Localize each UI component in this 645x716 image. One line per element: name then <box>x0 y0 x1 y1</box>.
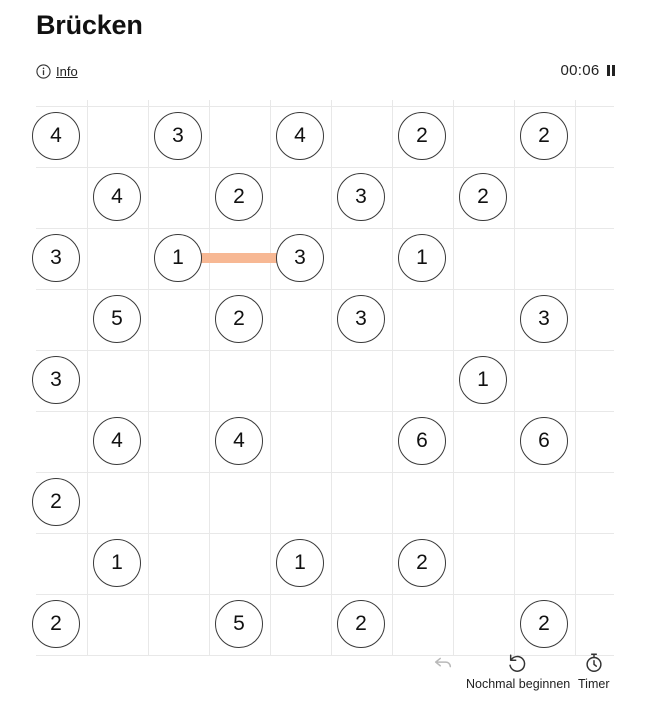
island-node[interactable]: 3 <box>32 234 80 282</box>
grid-line-vertical <box>87 100 88 656</box>
grid-line-vertical <box>575 100 576 656</box>
timer-value: 00:06 <box>560 62 600 79</box>
undo-arrow-icon <box>432 652 454 674</box>
island-node[interactable]: 5 <box>93 295 141 343</box>
grid-line-horizontal <box>36 289 614 290</box>
island-node[interactable]: 2 <box>215 295 263 343</box>
page-title: Brücken <box>36 10 143 40</box>
info-circle-icon <box>36 64 51 79</box>
grid-line-horizontal <box>36 472 614 473</box>
island-node[interactable]: 3 <box>337 173 385 221</box>
island-node[interactable]: 3 <box>32 356 80 404</box>
island-node[interactable]: 4 <box>93 173 141 221</box>
grid-line-horizontal <box>36 106 614 107</box>
island-node[interactable]: 2 <box>520 112 568 160</box>
grid-line-horizontal <box>36 228 614 229</box>
grid-line-horizontal <box>36 533 614 534</box>
restart-arrow-icon <box>507 652 529 674</box>
grid-line-horizontal <box>36 350 614 351</box>
island-node[interactable]: 4 <box>93 417 141 465</box>
pause-icon[interactable] <box>607 65 616 76</box>
island-node[interactable]: 2 <box>32 600 80 648</box>
island-node[interactable]: 2 <box>459 173 507 221</box>
island-node[interactable]: 2 <box>32 478 80 526</box>
island-node[interactable]: 4 <box>276 112 324 160</box>
grid-line-horizontal <box>36 167 614 168</box>
island-node[interactable]: 1 <box>93 539 141 587</box>
island-node[interactable]: 6 <box>398 417 446 465</box>
info-link[interactable]: Info <box>56 64 78 79</box>
island-node[interactable]: 4 <box>32 112 80 160</box>
grid-line-vertical <box>209 100 210 656</box>
bridge[interactable] <box>198 253 280 263</box>
grid-line-vertical <box>514 100 515 656</box>
island-node[interactable]: 2 <box>520 600 568 648</box>
island-node[interactable]: 3 <box>520 295 568 343</box>
timer-label: Timer <box>578 677 610 691</box>
stopwatch-icon <box>583 652 605 674</box>
island-node[interactable]: 6 <box>520 417 568 465</box>
grid-line-horizontal <box>36 594 614 595</box>
island-node[interactable]: 1 <box>398 234 446 282</box>
grid-line-vertical <box>392 100 393 656</box>
island-node[interactable]: 4 <box>215 417 263 465</box>
island-node[interactable]: 3 <box>154 112 202 160</box>
island-node[interactable]: 3 <box>276 234 324 282</box>
grid-line-vertical <box>453 100 454 656</box>
island-node[interactable]: 2 <box>398 539 446 587</box>
island-node[interactable]: 1 <box>276 539 324 587</box>
restart-button[interactable] <box>466 652 570 691</box>
island-node[interactable]: 2 <box>215 173 263 221</box>
timer-display <box>560 62 615 79</box>
island-node[interactable]: 3 <box>337 295 385 343</box>
restart-label: Nochmal beginnen <box>466 677 571 691</box>
grid-line-vertical <box>148 100 149 656</box>
grid-line-vertical <box>270 100 271 656</box>
footer-controls <box>0 648 645 708</box>
info-row[interactable] <box>36 64 78 79</box>
grid-line-vertical <box>331 100 332 656</box>
grid-line-horizontal <box>36 411 614 412</box>
island-node[interactable]: 2 <box>398 112 446 160</box>
timer-toggle-button[interactable] <box>578 652 609 691</box>
island-node[interactable]: 2 <box>337 600 385 648</box>
island-node[interactable]: 5 <box>215 600 263 648</box>
puzzle-board[interactable] <box>36 100 614 656</box>
island-node[interactable]: 1 <box>154 234 202 282</box>
undo-button[interactable] <box>432 652 454 677</box>
island-node[interactable]: 1 <box>459 356 507 404</box>
